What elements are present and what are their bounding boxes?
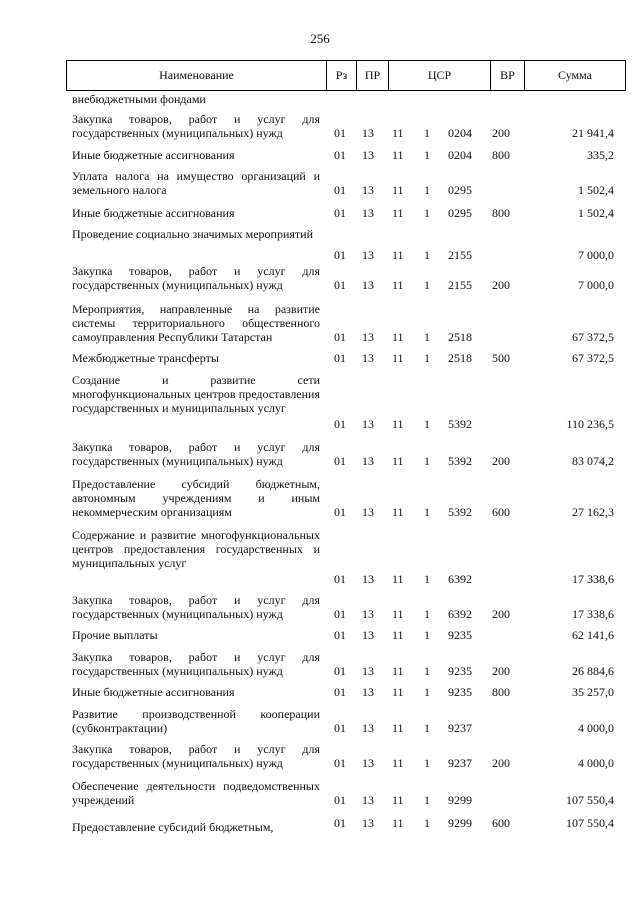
row-rz: 01 — [334, 351, 346, 365]
row-pr: 13 — [362, 664, 374, 678]
row-csr-direction: 0295 — [448, 183, 472, 197]
row-csr-program: 11 — [392, 278, 404, 292]
table-row — [0, 373, 640, 431]
row-rz: 01 — [334, 505, 346, 519]
row-csr-direction: 9299 — [448, 816, 472, 830]
row-csr-subprogram: 1 — [424, 454, 430, 468]
row-pr: 13 — [362, 183, 374, 197]
header-sum: Сумма — [558, 68, 592, 82]
row-sum: 35 257,0 — [572, 685, 614, 699]
row-vr: 200 — [492, 664, 510, 678]
row-csr-subprogram: 1 — [424, 505, 430, 519]
table-row — [0, 227, 640, 262]
row-csr-subprogram: 1 — [424, 664, 430, 678]
row-csr-subprogram: 1 — [424, 685, 430, 699]
row-pr: 13 — [362, 206, 374, 220]
row-name: Закупка товаров, работ и услуг для государственных (муниципальных) нужд — [72, 112, 320, 140]
row-name: Прочие выплаты — [72, 628, 158, 642]
row-sum: 4 000,0 — [578, 756, 614, 770]
row-sum: 335,2 — [587, 148, 614, 162]
table-row — [0, 351, 640, 365]
row-sum: 17 338,6 — [572, 607, 614, 621]
table-row — [0, 779, 640, 807]
table-row — [0, 528, 640, 586]
row-csr-subprogram: 1 — [424, 417, 430, 431]
row-csr-program: 11 — [392, 685, 404, 699]
row-sum: 7 000,0 — [578, 278, 614, 292]
row-vr: 800 — [492, 685, 510, 699]
row-csr-direction: 2155 — [448, 278, 472, 292]
row-sum: 107 550,4 — [566, 793, 614, 807]
row-name: Иные бюджетные ассигнования — [72, 685, 235, 699]
row-csr-subprogram: 1 — [424, 330, 430, 344]
row-csr-program: 11 — [392, 454, 404, 468]
row-csr-program: 11 — [392, 248, 404, 262]
row-pr: 13 — [362, 572, 374, 586]
row-rz: 01 — [334, 756, 346, 770]
table-row — [0, 440, 640, 468]
row-pr: 13 — [362, 816, 374, 830]
row-pr: 13 — [362, 248, 374, 262]
row-pr: 13 — [362, 330, 374, 344]
row-sum: 107 550,4 — [566, 816, 614, 830]
row-csr-program: 11 — [392, 183, 404, 197]
row-name: Закупка товаров, работ и услуг для государственных (муниципальных) нужд — [72, 593, 320, 621]
table-row — [0, 302, 640, 344]
row-csr-direction: 6392 — [448, 607, 472, 621]
row-rz: 01 — [334, 793, 346, 807]
row-sum: 21 941,4 — [572, 126, 614, 140]
row-csr-program: 11 — [392, 351, 404, 365]
row-csr-subprogram: 1 — [424, 248, 430, 262]
row-sum: 67 372,5 — [572, 351, 614, 365]
row-pr: 13 — [362, 756, 374, 770]
row-name: Создание и развитие сети многофункциональных центров предоставления государственных и муниципальных услуг — [72, 373, 320, 415]
row-name: Закупка товаров, работ и услуг для государственных (муниципальных) нужд — [72, 264, 320, 292]
table-row — [0, 816, 640, 834]
row-csr-program: 11 — [392, 206, 404, 220]
row-csr-direction: 5392 — [448, 417, 472, 431]
row-csr-subprogram: 1 — [424, 572, 430, 586]
row-csr-subprogram: 1 — [424, 148, 430, 162]
row-rz: 01 — [334, 248, 346, 262]
row-name: Предоставление субсидий бюджетным, автономным учреждениям и иным некоммерческим организациям — [72, 477, 320, 519]
row-sum: 26 884,6 — [572, 664, 614, 678]
row-vr: 200 — [492, 126, 510, 140]
row-csr-program: 11 — [392, 126, 404, 140]
row-csr-direction: 9299 — [448, 793, 472, 807]
row-sum: 83 074,2 — [572, 454, 614, 468]
table-row — [0, 92, 640, 106]
row-pr: 13 — [362, 278, 374, 292]
row-name: Закупка товаров, работ и услуг для государственных (муниципальных) нужд — [72, 742, 320, 770]
row-pr: 13 — [362, 793, 374, 807]
row-sum: 7 000,0 — [578, 248, 614, 262]
row-rz: 01 — [334, 721, 346, 735]
row-rz: 01 — [334, 454, 346, 468]
row-rz: 01 — [334, 607, 346, 621]
row-vr: 500 — [492, 351, 510, 365]
row-pr: 13 — [362, 351, 374, 365]
row-csr-subprogram: 1 — [424, 607, 430, 621]
row-name: Предоставление субсидий бюджетным, — [72, 820, 274, 834]
row-name: Содержание и развитие многофункциональных центров предоставления государственных и муниципальных услуг — [72, 528, 320, 570]
row-csr-direction: 9235 — [448, 628, 472, 642]
row-csr-subprogram: 1 — [424, 756, 430, 770]
row-sum: 67 372,5 — [572, 330, 614, 344]
row-name: Иные бюджетные ассигнования — [72, 206, 235, 220]
row-csr-direction: 0295 — [448, 206, 472, 220]
row-vr: 600 — [492, 505, 510, 519]
row-rz: 01 — [334, 685, 346, 699]
table-row — [0, 685, 640, 699]
row-sum: 1 502,4 — [578, 206, 614, 220]
row-csr-direction: 2518 — [448, 351, 472, 365]
row-csr-program: 11 — [392, 664, 404, 678]
table-row — [0, 707, 640, 735]
row-sum: 27 162,3 — [572, 505, 614, 519]
row-rz: 01 — [334, 206, 346, 220]
row-csr-direction: 6392 — [448, 572, 472, 586]
row-sum: 62 141,6 — [572, 628, 614, 642]
row-vr: 600 — [492, 816, 510, 830]
row-csr-program: 11 — [392, 816, 404, 830]
row-vr: 200 — [492, 454, 510, 468]
row-name: Межбюджетные трансферты — [72, 351, 219, 365]
row-csr-program: 11 — [392, 756, 404, 770]
row-csr-direction: 9237 — [448, 721, 472, 735]
row-name: Мероприятия, направленные на развитие системы территориального общественного самоуправления Республики Татарстан — [72, 302, 320, 344]
row-sum: 110 236,5 — [566, 417, 614, 431]
row-csr-subprogram: 1 — [424, 628, 430, 642]
row-pr: 13 — [362, 148, 374, 162]
header-rz: Рз — [327, 61, 357, 90]
row-csr-subprogram: 1 — [424, 126, 430, 140]
row-csr-direction: 2155 — [448, 248, 472, 262]
row-csr-direction: 0204 — [448, 126, 472, 140]
row-csr-program: 11 — [392, 628, 404, 642]
row-rz: 01 — [334, 628, 346, 642]
row-pr: 13 — [362, 126, 374, 140]
table-row — [0, 593, 640, 621]
row-csr-direction: 0204 — [448, 148, 472, 162]
row-rz: 01 — [334, 183, 346, 197]
table-row — [0, 742, 640, 770]
row-csr-subprogram: 1 — [424, 816, 430, 830]
row-csr-subprogram: 1 — [424, 351, 430, 365]
table-row — [0, 628, 640, 642]
row-name: Иные бюджетные ассигнования — [72, 148, 235, 162]
row-name: Развитие производственной кооперации (субконтрактации) — [72, 707, 320, 735]
row-vr: 200 — [492, 607, 510, 621]
row-rz: 01 — [334, 664, 346, 678]
table-row — [0, 148, 640, 162]
row-pr: 13 — [362, 685, 374, 699]
row-csr-subprogram: 1 — [424, 721, 430, 735]
table-row — [0, 206, 640, 220]
row-csr-direction: 9235 — [448, 664, 472, 678]
row-pr: 13 — [362, 454, 374, 468]
row-csr-direction: 9235 — [448, 685, 472, 699]
row-csr-subprogram: 1 — [424, 206, 430, 220]
row-name: Обеспечение деятельности подведомственных учреждений — [72, 779, 320, 807]
row-vr: 800 — [492, 148, 510, 162]
table-row — [0, 169, 640, 197]
row-rz: 01 — [334, 278, 346, 292]
row-csr-direction: 5392 — [448, 505, 472, 519]
row-csr-direction: 9237 — [448, 756, 472, 770]
row-rz: 01 — [334, 816, 346, 830]
row-csr-program: 11 — [392, 721, 404, 735]
table-row — [0, 264, 640, 292]
row-pr: 13 — [362, 721, 374, 735]
row-csr-direction: 5392 — [448, 454, 472, 468]
row-vr: 200 — [492, 756, 510, 770]
row-csr-direction: 2518 — [448, 330, 472, 344]
row-csr-program: 11 — [392, 505, 404, 519]
row-csr-program: 11 — [392, 793, 404, 807]
table-row — [0, 112, 640, 140]
header-csr: ЦСР — [389, 61, 491, 90]
row-pr: 13 — [362, 505, 374, 519]
row-csr-program: 11 — [392, 607, 404, 621]
row-sum: 17 338,6 — [572, 572, 614, 586]
row-name: Проведение социально значимых мероприятий — [72, 227, 314, 241]
row-csr-subprogram: 1 — [424, 278, 430, 292]
row-csr-program: 11 — [392, 148, 404, 162]
row-rz: 01 — [334, 572, 346, 586]
header-vr: ВР — [491, 61, 525, 90]
row-pr: 13 — [362, 417, 374, 431]
row-rz: 01 — [334, 126, 346, 140]
row-csr-program: 11 — [392, 330, 404, 344]
row-rz: 01 — [334, 148, 346, 162]
row-csr-program: 11 — [392, 417, 404, 431]
row-name: Закупка товаров, работ и услуг для государственных (муниципальных) нужд — [72, 650, 320, 678]
row-vr: 200 — [492, 278, 510, 292]
row-csr-subprogram: 1 — [424, 183, 430, 197]
row-sum: 1 502,4 — [578, 183, 614, 197]
row-name: внебюджетными фондами — [72, 92, 206, 106]
header-name: Наименование — [67, 61, 327, 90]
table-row — [0, 477, 640, 519]
row-rz: 01 — [334, 330, 346, 344]
row-rz: 01 — [334, 417, 346, 431]
row-csr-subprogram: 1 — [424, 793, 430, 807]
table-header — [66, 60, 626, 91]
row-sum: 4 000,0 — [578, 721, 614, 735]
page-number: 256 — [310, 31, 330, 46]
row-vr: 800 — [492, 206, 510, 220]
row-pr: 13 — [362, 628, 374, 642]
row-csr-program: 11 — [392, 572, 404, 586]
row-pr: 13 — [362, 607, 374, 621]
row-name: Закупка товаров, работ и услуг для государственных (муниципальных) нужд — [72, 440, 320, 468]
row-name: Уплата налога на имущество организаций и земельного налога — [72, 169, 320, 197]
table-row — [0, 650, 640, 678]
header-pr: ПР — [357, 61, 389, 90]
